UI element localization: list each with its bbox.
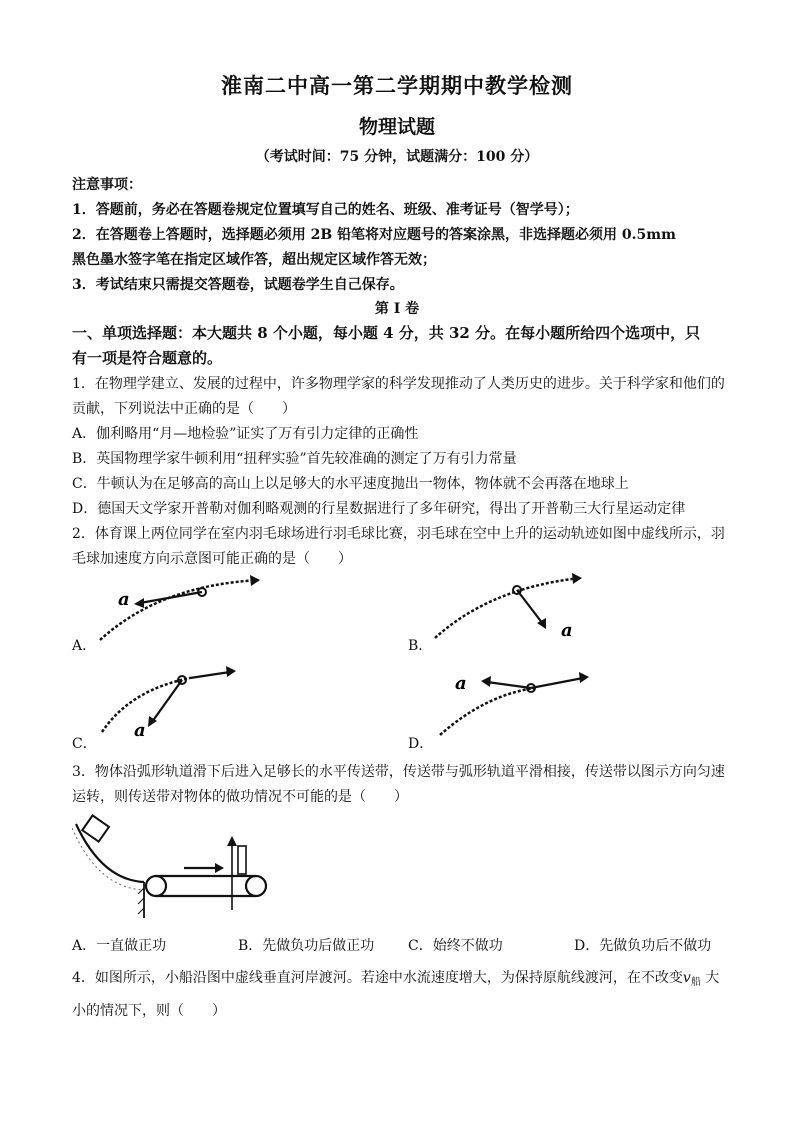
q3-option-c: C．始终不做功: [408, 938, 503, 954]
q1-option-c: C．牛顿认为在足够高的高山上以足够大的水平速度抛出一物体，物体就不会再落在地球上: [72, 476, 629, 492]
section-heading-cont: 有一项是符合题意的。: [72, 349, 223, 367]
q2-fig-c-accel: a: [134, 720, 146, 741]
q2-fig-a-accel: a: [118, 589, 130, 610]
q2-figure-d: [425, 660, 625, 745]
q3-stem: 3．物体沿弧形轨道滑下后进入足够长的水平传送带，传送带与弧形轨道平滑相接，传送带以图示方向匀速: [72, 764, 725, 780]
q2-figure-b: [425, 568, 625, 648]
q1-stem: 1．在物理学建立、发展的过程中，许多物理学家的科学发现推动了人类历史的进步。关于科学家和他们的: [72, 376, 725, 392]
q3-option-b: B．先做负功后做正功: [238, 938, 375, 954]
q3-conveyor-figure: [72, 810, 282, 922]
note-item-3: 3．考试结束只需提交答题卷，试题卷学生自己保存。: [72, 277, 404, 293]
q4-stem-tail: 大: [700, 970, 720, 986]
q4-stem: [72, 967, 727, 988]
q2-stem-cont: 毛球加速度方向示意图可能正确的是（ ）: [72, 551, 352, 567]
q4-v-symbol: v: [682, 970, 691, 986]
q2-figure-c: [90, 660, 300, 745]
q1-option-d: D．德国天文学家开普勒对伽利略观测的行星数据进行了多年研究，得出了开普勒三大行星运动定律: [72, 501, 686, 517]
notes-heading: 注意事项：: [72, 177, 142, 193]
q4-stem-cont: 小的情况下，则（ ）: [72, 1003, 226, 1019]
q3-option-d: D．先做负功后不做功: [574, 938, 712, 954]
subject-title: 物理试题: [358, 116, 435, 138]
q2-fig-d-accel: a: [455, 673, 467, 694]
q4-v-subscript: 船: [690, 977, 701, 988]
q2-fig-b-label: B．: [408, 638, 433, 654]
q2-fig-d-label: D．: [408, 736, 434, 752]
q2-fig-c-label: C．: [72, 736, 97, 752]
q2-fig-a-label: A．: [72, 638, 97, 654]
q1-option-a: A．伽利略用“月—地检验”证实了万有引力定律的正确性: [72, 426, 419, 442]
q3-stem-cont: 运转，则传送带对物体的做功情况不可能的是（ ）: [72, 789, 408, 805]
q3-option-a: A．一直做正功: [72, 938, 167, 954]
q4-stem-text: 4．如图所示，小船沿图中虚线垂直河岸渡河。若途中水流速度增大，为保持原航线渡河，在不改变: [72, 970, 683, 986]
q2-figure-a: [90, 570, 300, 650]
q2-stem: 2．体育课上两位同学在室内羽毛球场进行羽毛球比赛，羽毛球在空中上升的运动轨迹如图中虚线所示，羽: [72, 526, 725, 542]
note-item-2: 2．在答题卷上答题时，选择题必须用 2B 铅笔将对应题号的答案涂黑，非选择题必须用 0.5mm: [72, 227, 676, 243]
note-item-2-cont: 黑色墨水签字笔在指定区域作答，超出规定区域作答无效；: [72, 252, 436, 268]
section-heading: 一、单项选择题：本大题共 8 个小题，每小题 4 分，共 32 分。在每小题所给四个选项中，只: [72, 324, 701, 342]
q2-fig-b-accel: a: [561, 620, 573, 641]
part-title: 第 I 卷: [374, 301, 420, 317]
exam-info: （考试时间：75 分钟，试题满分：100 分）: [255, 149, 539, 165]
exam-title: 淮南二中高一第二学期期中教学检测: [221, 73, 573, 98]
note-item-1: 1．答题前，务必在答题卷规定位置填写自己的姓名、班级、准考证号（智学号）；: [72, 202, 579, 218]
q1-option-b: B．英国物理学家牛顿利用“扭秤实验”首先较准确的测定了万有引力常量: [72, 451, 517, 467]
q1-stem-cont: 贡献，下列说法中正确的是（ ）: [72, 401, 296, 417]
